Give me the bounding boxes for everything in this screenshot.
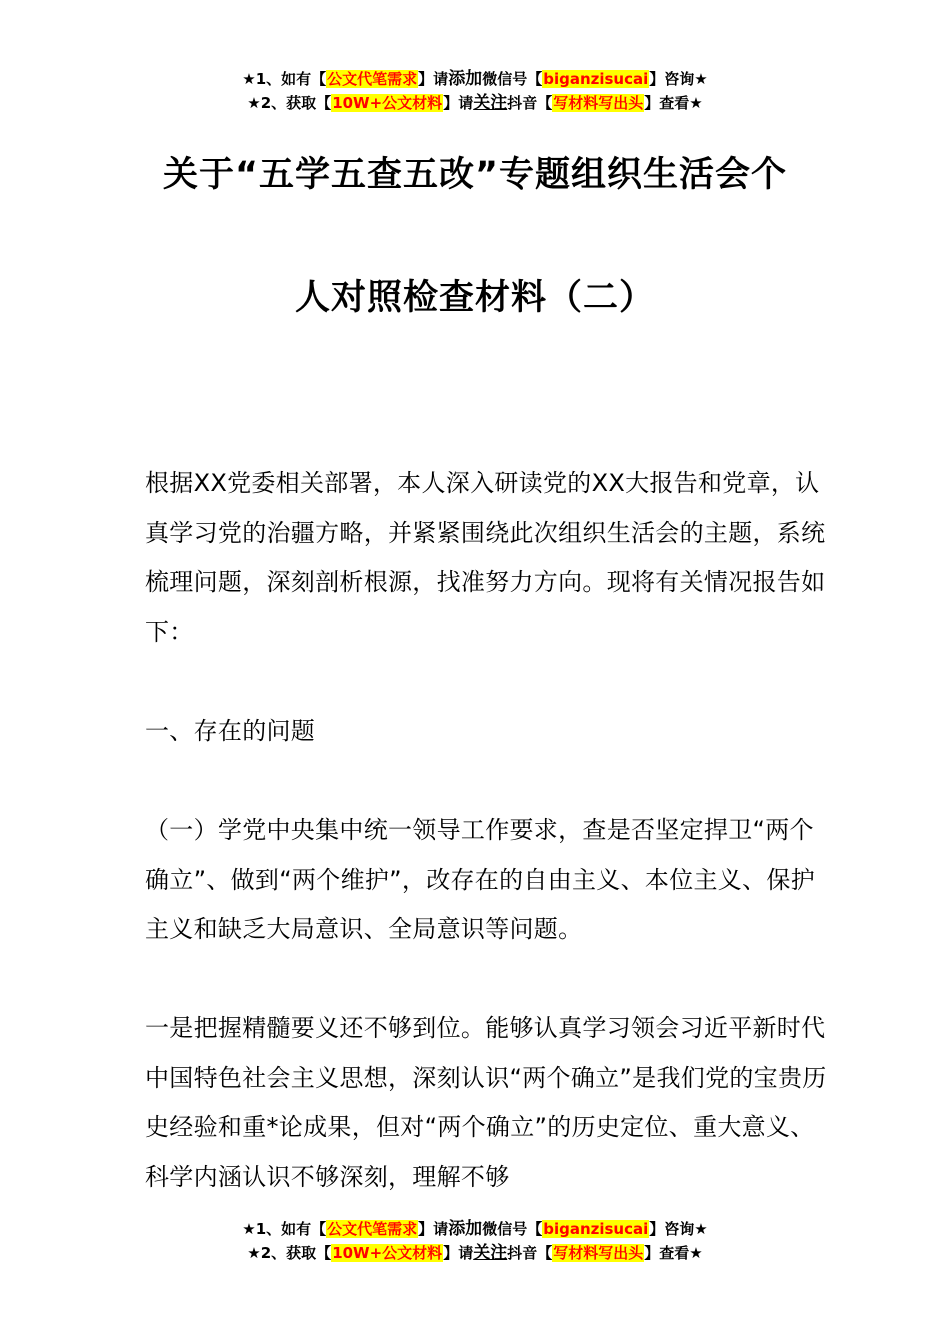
banner-highlight: biganzisucai bbox=[543, 1220, 649, 1238]
banner-line-1 bbox=[0, 1217, 950, 1241]
banner-text: ★2、获取【 bbox=[247, 1244, 332, 1262]
banner-highlight: 写材料写出头 bbox=[553, 94, 644, 112]
banner-text: 抖音【 bbox=[507, 1244, 553, 1262]
banner-text: 微信号【 bbox=[482, 1220, 543, 1238]
banner-line-2 bbox=[0, 91, 950, 115]
banner-highlight: 10W+公文材料 bbox=[332, 94, 443, 112]
banner-emphasis: 添加 bbox=[448, 69, 483, 89]
banner-emphasis: 添加 bbox=[448, 1219, 483, 1239]
banner-text: ★1、如有【 bbox=[242, 1220, 327, 1238]
banner-emphasis: 关注 bbox=[473, 1243, 508, 1263]
banner-emphasis: 关注 bbox=[473, 93, 508, 113]
banner-text: 微信号【 bbox=[482, 70, 543, 88]
section-heading: 一、存在的问题 bbox=[145, 717, 316, 745]
banner-text: ★2、获取【 bbox=[247, 94, 332, 112]
banner-text: 抖音【 bbox=[507, 94, 553, 112]
point-paragraph: 一是把握精髓要义还不够到位。能够认真学习领会习近平新时代中国特色社会主义思想，深刻认识“两个确立”是我们党的宝贵历史经验和重*论成果，但对“两个确立”的历史定位、重大意义、科学内涵认识不够深刻，理解不够 bbox=[145, 1014, 827, 1191]
banner-text: 】请 bbox=[418, 70, 449, 88]
banner-text: 】咨询★ bbox=[649, 70, 708, 88]
banner-text: 】请 bbox=[443, 94, 474, 112]
banner-text: 】请 bbox=[443, 1244, 474, 1262]
banner-line-1 bbox=[0, 67, 950, 91]
banner-highlight: 公文代笔需求 bbox=[327, 70, 418, 88]
header-banner bbox=[0, 67, 950, 115]
banner-highlight: 写材料写出头 bbox=[553, 1244, 644, 1262]
intro-paragraph: 根据XX党委相关部署，本人深入研读党的XX大报告和党章，认真学习党的治疆方略，并紧紧围绕此次组织生活会的主题，系统梳理问题，深刻剖析根源，找准努力方向。现将有关情况报告如下： bbox=[145, 469, 826, 646]
footer-banner bbox=[0, 1217, 950, 1265]
document-title-line-1: 关于“五学五查五改”专题组织生活会个 bbox=[162, 155, 787, 195]
banner-text: ★1、如有【 bbox=[242, 70, 327, 88]
document-title-line-2: 人对照检查材料（二） bbox=[294, 278, 655, 318]
banner-text: 】查看★ bbox=[644, 94, 703, 112]
subsection-paragraph: （一）学党中央集中统一领导工作要求，查是否坚定捍卫“两个确立”、做到“两个维护”，改存在的自由主义、本位主义、保护主义和缺乏大局意识、全局意识等问题。 bbox=[145, 816, 815, 943]
banner-text: 】查看★ bbox=[644, 1244, 703, 1262]
banner-highlight: biganzisucai bbox=[543, 70, 649, 88]
banner-text: 】请 bbox=[418, 1220, 449, 1238]
banner-text: 】咨询★ bbox=[649, 1220, 708, 1238]
banner-highlight: 10W+公文材料 bbox=[332, 1244, 443, 1262]
banner-line-2 bbox=[0, 1241, 950, 1265]
banner-highlight: 公文代笔需求 bbox=[327, 1220, 418, 1238]
